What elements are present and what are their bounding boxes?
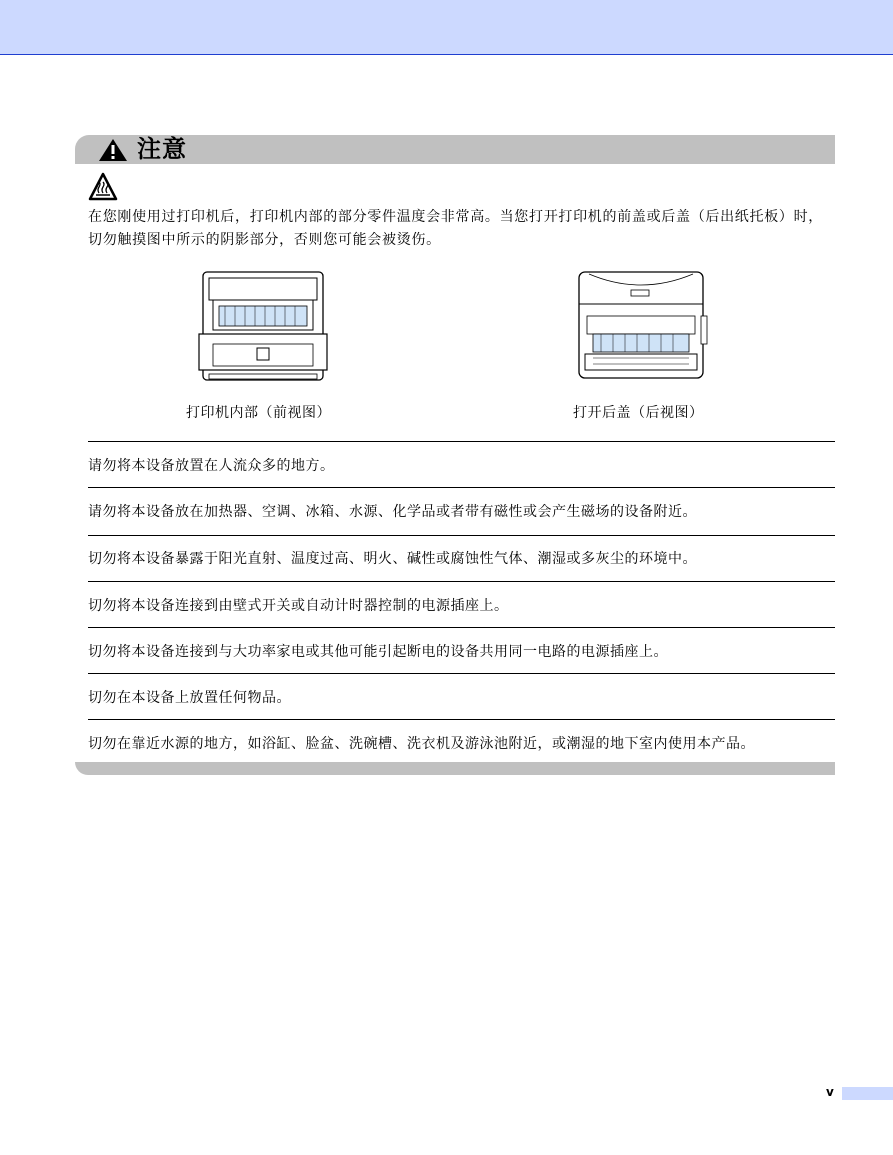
caution-item-7: 切勿在靠近水源的地方，如浴缸、脸盆、洗碗槽、洗衣机及游泳池附近，或潮湿的地下室内使用本产品。	[88, 736, 755, 752]
caution-item-2: 请勿将本设备放在加热器、空调、冰箱、水源、化学品或者带有磁性或会产生磁场的设备附近。	[88, 504, 697, 520]
warning-triangle-icon	[98, 138, 128, 162]
caution-title: 注意	[137, 135, 187, 163]
hot-surface-icon	[88, 172, 118, 202]
caution-item-6: 切勿在本设备上放置任何物品。	[88, 690, 291, 706]
rear-view-caption: 打开后盖（后视图）	[573, 405, 704, 421]
caution-header-bar	[75, 135, 835, 164]
page-tab	[842, 1087, 893, 1100]
caution-item-3: 切勿将本设备暴露于阳光直射、温度过高、明火、碱性或腐蚀性气体、潮湿或多灰尘的环境中。	[88, 551, 697, 567]
printer-rear-view-figure	[573, 270, 709, 382]
divider	[88, 581, 835, 582]
divider	[88, 627, 835, 628]
caution-footer-bar	[75, 762, 835, 775]
divider	[88, 535, 835, 536]
divider	[88, 673, 835, 674]
caution-item-4: 切勿将本设备连接到由壁式开关或自动计时器控制的电源插座上。	[88, 598, 509, 614]
divider	[88, 441, 835, 442]
caution-item-5: 切勿将本设备连接到与大功率家电或其他可能引起断电的设备共用同一电路的电源插座上。	[88, 644, 668, 660]
front-view-caption: 打印机内部（前视图）	[186, 405, 331, 421]
divider	[88, 719, 835, 720]
page-number: v	[826, 1085, 834, 1099]
header-band	[0, 0, 893, 55]
hot-surface-warning-text: 在您刚使用过打印机后，打印机内部的部分零件温度会非常高。当您打开打印机的前盖或后盖（后出纸托板）时，切勿触摸图中所示的阴影部分，否则您可能会被烫伤。	[88, 209, 823, 248]
printer-front-view-figure	[195, 270, 331, 382]
caution-item-1: 请勿将本设备放置在人流众多的地方。	[88, 458, 335, 474]
divider	[88, 487, 835, 488]
